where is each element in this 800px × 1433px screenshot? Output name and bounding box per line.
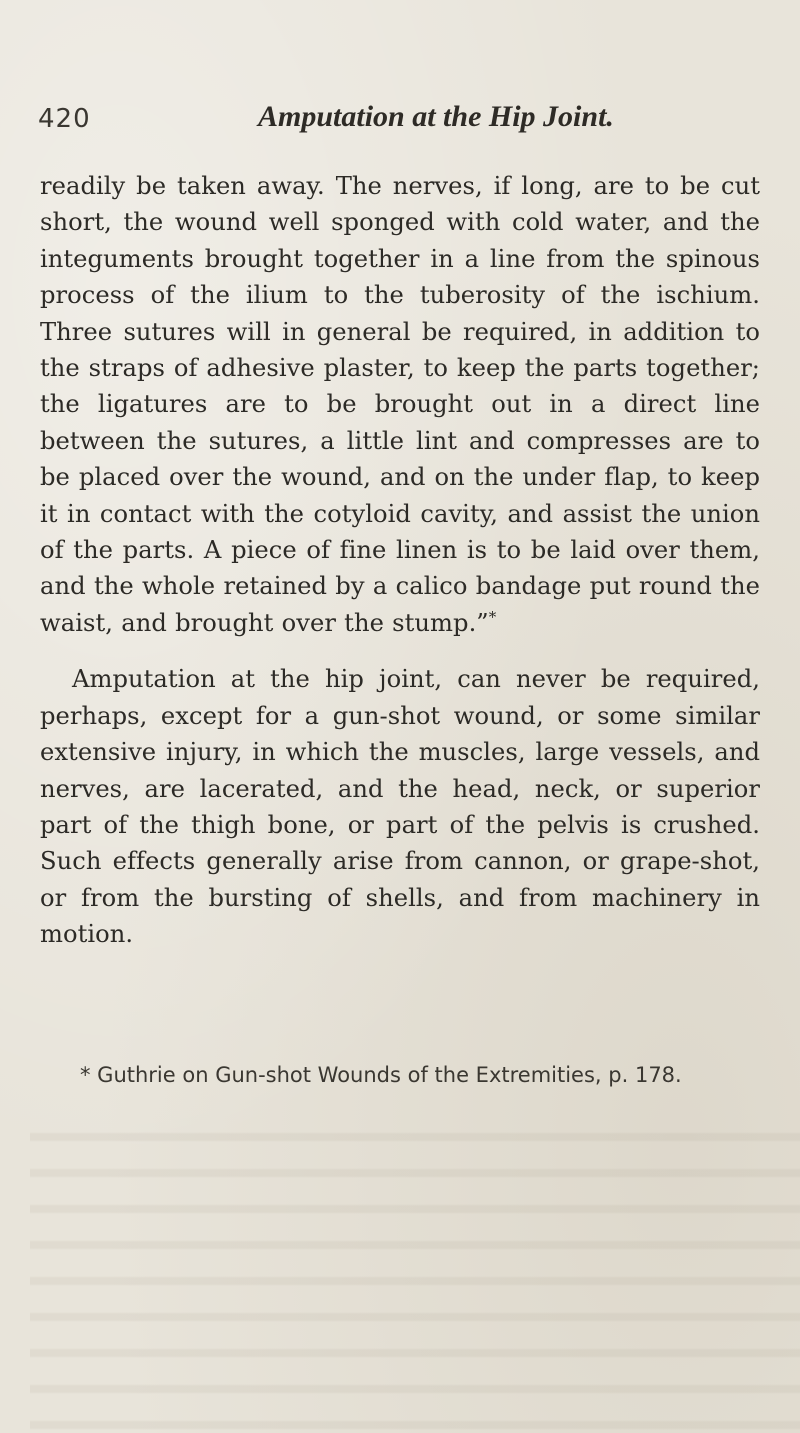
footnote-marker: * bbox=[488, 607, 497, 626]
body-text bbox=[40, 168, 760, 953]
page-number: 420 bbox=[38, 104, 91, 134]
paragraph-hip-amputation: Amputation at the hip joint, can never be required, perhaps, except for a gun-shot wound, or some similar extensive injury, in which the muscles, large vessels, and nerves, are lacerated, and the head, neck, or superior part of the thigh bone, or part of the pelvis is crushed. Such effects generally arise from cannon, or grape-shot, or from the bursting of shells, and from machinery in motion. bbox=[40, 665, 760, 949]
paper-show-through bbox=[30, 1110, 800, 1430]
running-head bbox=[38, 100, 758, 140]
running-title: Amputation at the Hip Joint. bbox=[258, 100, 614, 133]
paragraph-continued bbox=[40, 168, 760, 641]
footnote: * Guthrie on Gun-shot Wounds of the Extremities, p. 178. bbox=[80, 1063, 682, 1087]
paragraph-1-text: readily be taken away. The nerves, if long, are to be cut short, the wound well sponged with cold water, and the integuments brought together in a line from the spinous process of the ilium to the tuberosity of the ischium. Three sutures will in general be required, in addition to the straps of adhesive plaster, to keep the parts together; the ligatures are to be brought out in a direct line between the sutures, a little lint and compresses are to be placed over the wound, and on the under flap, to keep it in contact with the cotyloid cavity, and assist the union of the parts. A piece of fine linen is to be laid over them, and the whole retained by a calico bandage put round the waist, and brought over the stump.” bbox=[40, 172, 760, 637]
